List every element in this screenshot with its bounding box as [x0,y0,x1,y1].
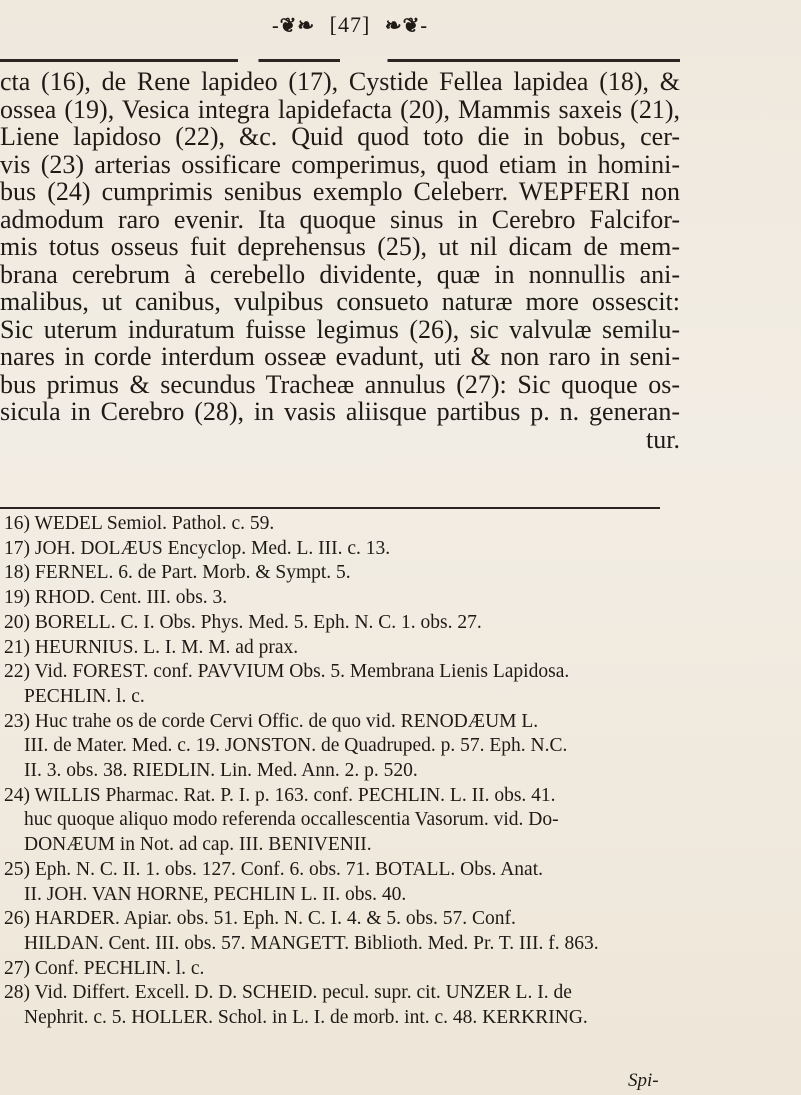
footnote-28 [4,981,669,1030]
footnote-number: 22) [4,661,30,683]
footnote-25 [4,858,669,907]
footnote-17 [4,537,669,562]
text-line: admodum raro evenir. Ita quoque sinus in Cerebro Falcifor- [0,204,680,234]
footnote-number: 27) [4,957,30,979]
text-line: mis totus osseus fuit deprehensus (25), ut nil dicam de mem- [0,232,680,261]
text-line: brana cerebrum à cerebello dividente, quæ in nonnullis ani- [0,259,680,289]
footnote-20 [4,611,669,636]
text-line: ossea (19), Vesica integra lapidefacta (20), Mammis saxeis (21), [0,94,680,124]
footnote-number: 19) [4,587,30,609]
footnote-21 [4,636,669,661]
text-line: bus (24) cumprimis senibus exemplo Celeberr. WEPFERI non [0,177,680,206]
footnote-continuation: DONÆUM in Not. ad cap. III. BENIVENII. [24,834,372,856]
footnote-number: 26) [4,908,30,930]
footnote-number: 18) [4,562,30,584]
footnote-continuation: PECHLIN. l. c. [24,685,145,707]
footnote-text: RHOD. Cent. III. obs. 3. [34,587,228,609]
ornament-right-icon: ❧❦- [384,15,429,37]
footnote-number: 16) [4,513,30,534]
text-line: sicula in Cerebro (28), in vasis aliisque partibus p. n. generan- [0,397,680,426]
footnote-24 [4,784,669,858]
footnote-26 [4,907,669,956]
footnote-19 [4,586,669,611]
footnote-number: 28) [4,982,30,1004]
footnote-16 [4,512,669,537]
footnote-number: 21) [4,636,30,658]
text-line: Sic uterum induratum fuisse legimus (26), sic valvulæ semilu- [0,314,680,344]
footnote-text: Conf. PECHLIN. l. c. [34,957,205,979]
footnote-text: WEDEL Semiol. Pathol. c. 59. [34,513,275,534]
footnote-text: HARDER. Apiar. obs. 51. Eph. N. C. I. 4. & 5. obs. 57. Conf. [34,908,516,930]
footnote-text: JOH. DOLÆUS Encyclop. Med. L. III. c. 13. [34,537,391,559]
footnote-continuation: II. 3. obs. 38. RIEDLIN. Lin. Med. Ann. 2. p. 520. [24,760,418,782]
footnote-22 [4,660,669,709]
footnote-text: FERNEL. 6. de Part. Morb. & Sympt. 5. [34,562,351,584]
text-line: cta (16), de Rene lapideo (17), Cystide Fellea lapidea (18), & [0,67,680,96]
footnote-continuation: HILDAN. Cent. III. obs. 57. MANGETT. Biblioth. Med. Pr. T. III. f. 863. [24,932,599,954]
text-line: Liene lapidoso (22), &c. Quid quod toto die in bobus, cer- [0,122,680,151]
text-line: bus primus & secundus Tracheæ annulus (27): Sic quoque os- [0,369,680,399]
footnote-number: 20) [4,611,30,633]
text-line: tur. [646,424,680,454]
footnote-23 [4,710,669,784]
footnote-text: BORELL. C. I. Obs. Phys. Med. 5. Eph. N. C. 1. obs. 27. [34,611,482,633]
footnote-text: HEURNIUS. L. I. M. M. ad prax. [34,636,299,658]
main-text [0,68,680,453]
footnote-number: 23) [4,710,30,732]
footnote-rule [0,507,660,509]
footnote-text: WILLIS Pharmac. Rat. P. I. p. 163. conf. PECHLIN. L. II. obs. 41. [34,784,556,806]
footnote-number: 17) [4,537,30,559]
footnote-text: Eph. N. C. II. 1. obs. 127. Conf. 6. obs. 71. BOTALL. Obs. Anat. [34,858,544,880]
footnote-continuation: II. JOH. VAN HORNE, PECHLIN L. II. obs. 40. [24,883,407,905]
text-line: malibus, ut canibus, vulpibus consueto naturæ more ossescit: [0,287,680,316]
footnote-continuation: III. de Mater. Med. c. 19. JONSTON. de Quadruped. p. 57. Eph. N.C. [24,735,568,757]
text-line: vis (23) arterias ossificare comperimus, quod etiam in homini- [0,149,680,179]
footnote-27 [4,957,669,982]
page-header [240,12,460,38]
page-number: [47] [329,12,371,37]
footnotes [4,512,669,1031]
header-rule [0,59,680,62]
text-line: nares in corde interdum osseæ evadunt, uti & non raro in seni- [0,342,680,371]
footnote-text: Vid. FOREST. conf. PAVVIUM Obs. 5. Membrana Lienis Lapidosa. [34,661,570,683]
footnote-continuation: Nephrit. c. 5. HOLLER. Schol. in L. I. de morb. int. c. 48. KERKRING. [24,1007,588,1029]
ornament-left-icon: -❦❧ [271,15,316,37]
footnote-continuation: huc quoque aliquo modo referenda occallescentia Vasorum. vid. Do- [24,809,559,831]
footnote-number: 24) [4,784,30,806]
footnote-18 [4,561,669,586]
catchword: Spi- [628,1070,659,1091]
footnote-number: 25) [4,858,30,880]
footnote-text: Vid. Differt. Excell. D. D. SCHEID. pecul. supr. cit. UNZER L. I. de [34,982,572,1004]
footnote-text: Huc trahe os de corde Cervi Offic. de quo vid. RENODÆUM L. [34,710,539,732]
